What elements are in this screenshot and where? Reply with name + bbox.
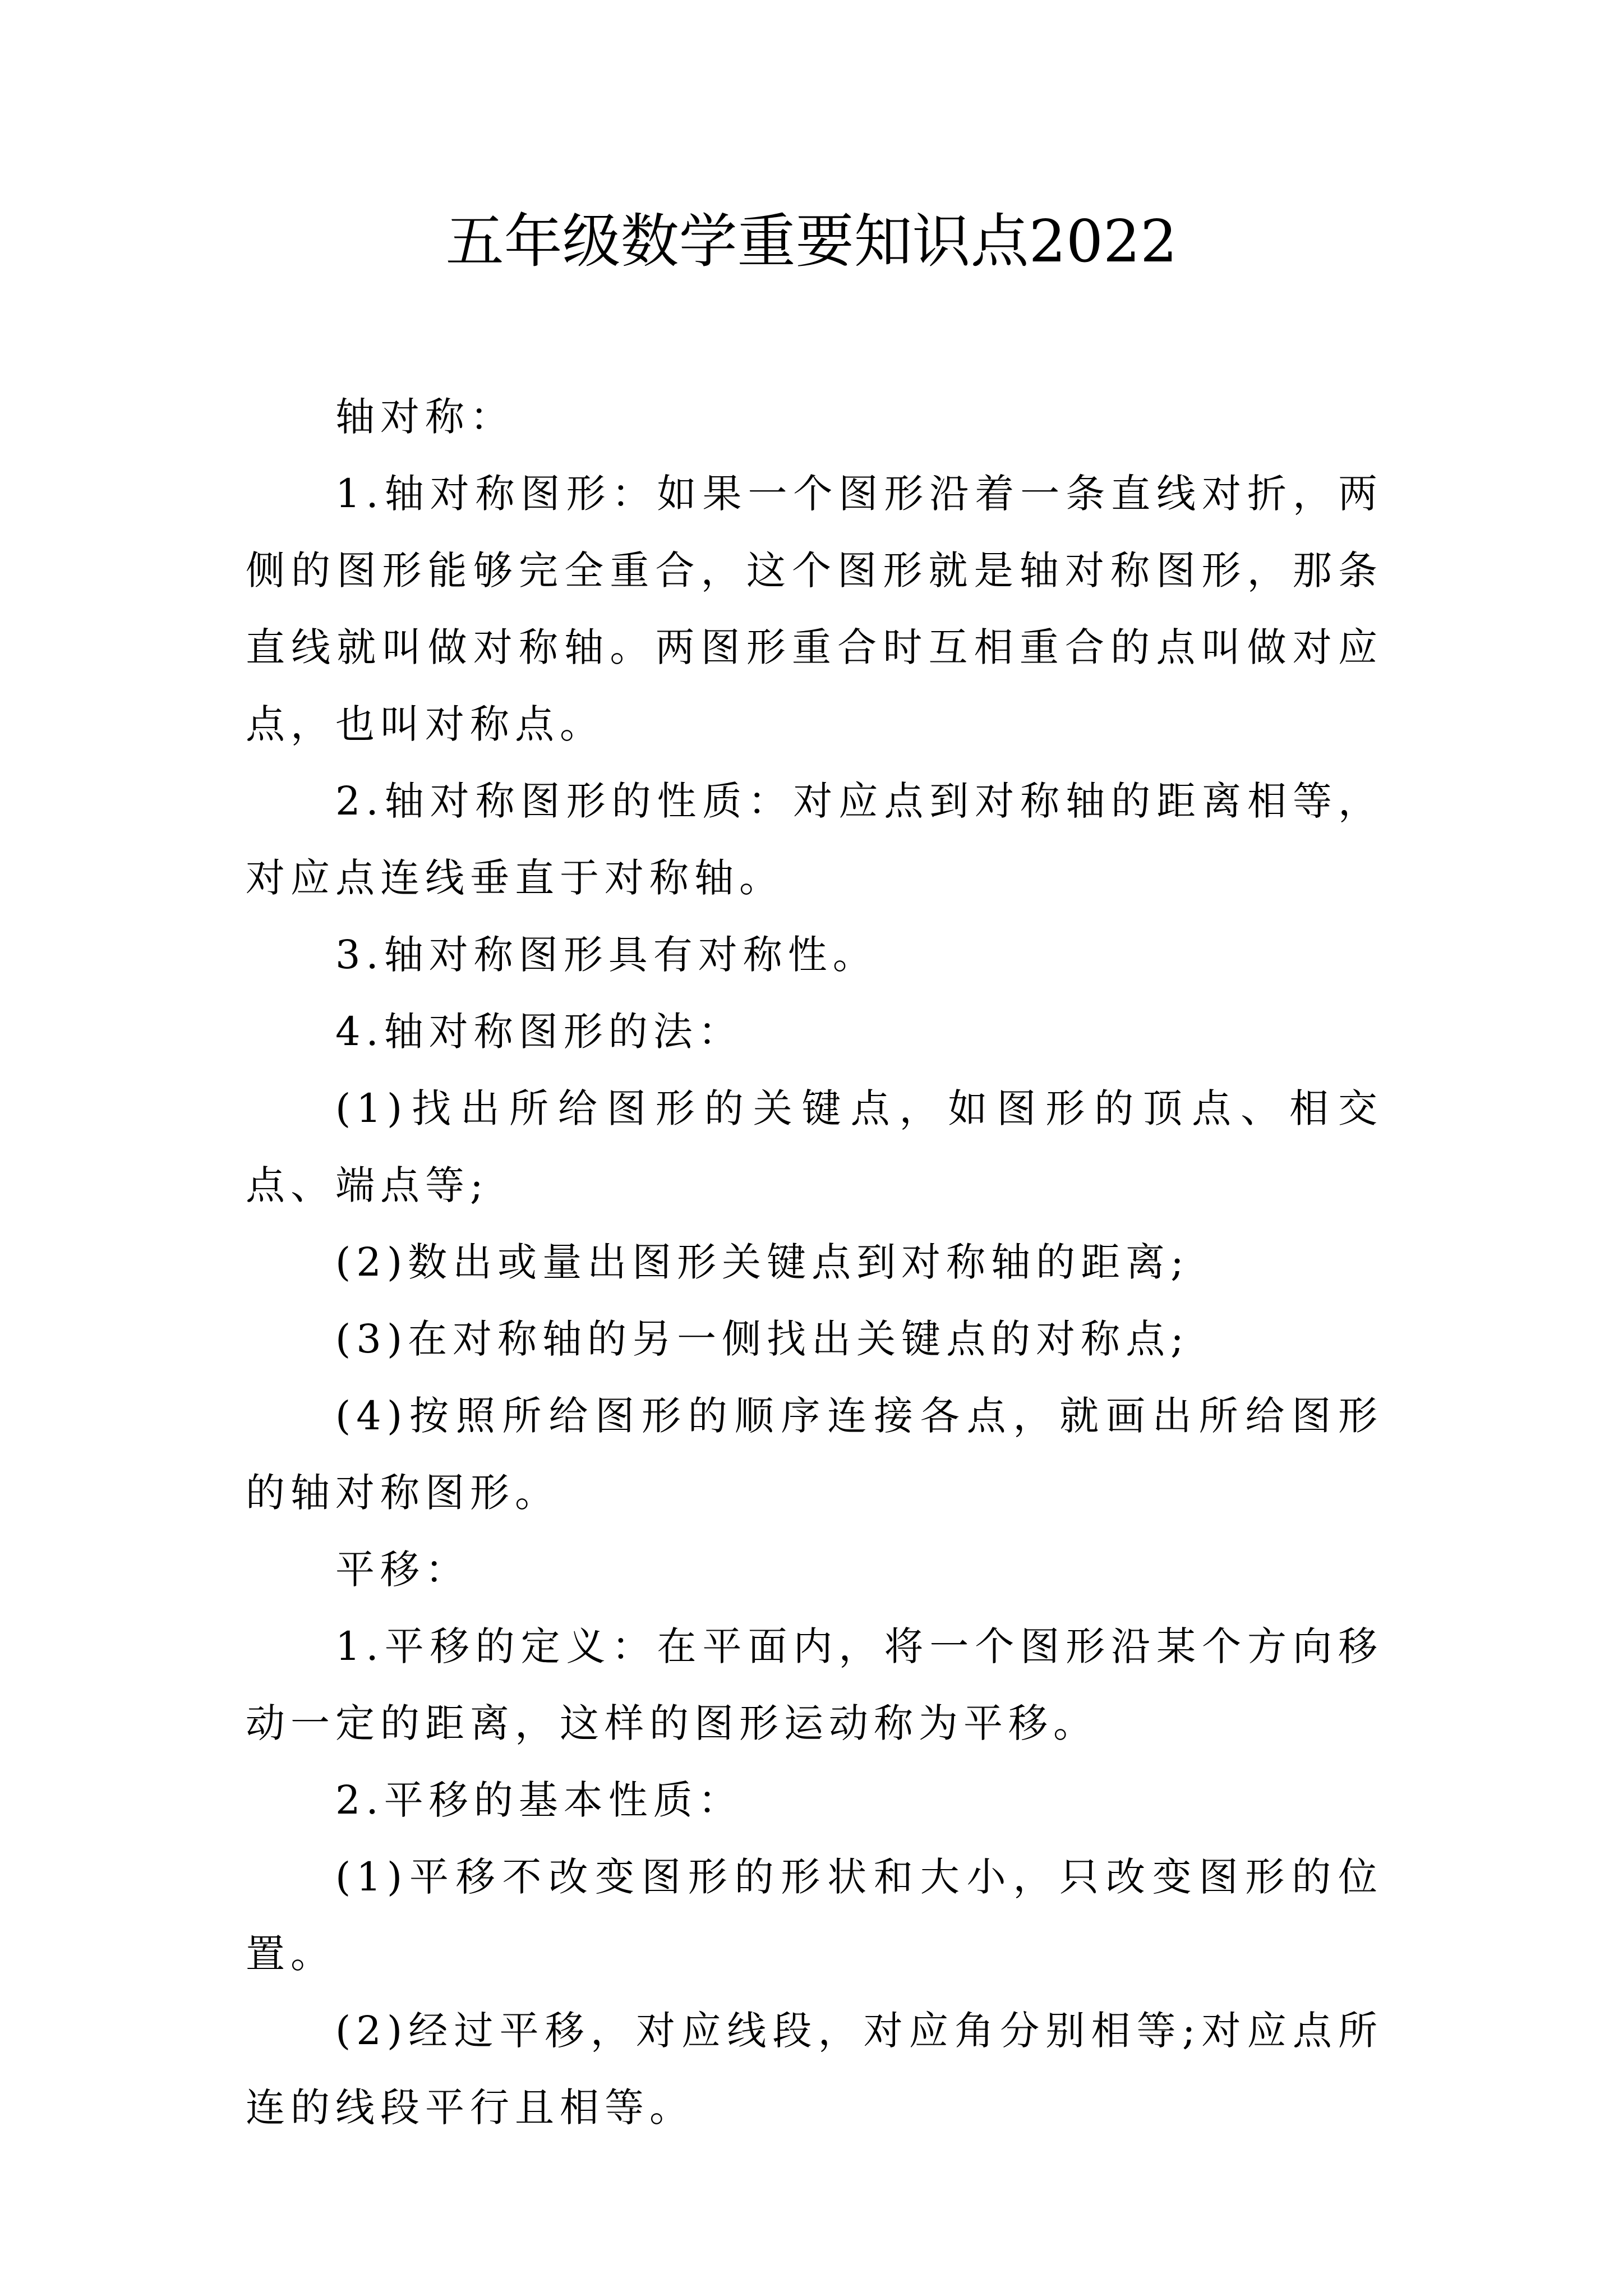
section-heading-axial-symmetry: 轴对称： (335, 394, 515, 440)
paragraph: 3.轴对称图形具有对称性。 (335, 932, 878, 978)
paragraph: 4.轴对称图形的法： (335, 1009, 743, 1055)
paragraph: (4)按照所给图形的顺序连接各点，就画出所给图形的轴对称图形。 (246, 1393, 1383, 1516)
paragraph: 2.平移的基本性质： (335, 1777, 743, 1823)
document-body (246, 379, 1383, 2146)
paragraph: (3)在对称轴的另一侧找出关键点的对称点; (335, 1316, 1189, 1362)
paragraph: (2)经过平移，对应线段，对应角分别相等;对应点所连的线段平行且相等。 (246, 2008, 1383, 2131)
paragraph: (1)平移不改变图形的形状和大小，只改变图形的位置。 (246, 1854, 1383, 1977)
paragraph: (1)找出所给图形的关键点，如图形的顶点、相交点、端点等; (246, 1085, 1383, 1208)
paragraph: 2.轴对称图形的性质：对应点到对称轴的距离相等，对应点连线垂直于对称轴。 (246, 778, 1383, 901)
paragraph: 1.轴对称图形：如果一个图形沿着一条直线对折，两侧的图形能够完全重合，这个图形就是轴对称图形，那条直线就叫做对称轴。两图形重合时互相重合的点叫做对应点，也叫对称点。 (246, 471, 1383, 747)
section-heading-translation: 平移： (335, 1547, 470, 1593)
paragraph: (2)数出或量出图形关键点到对称轴的距离; (335, 1239, 1189, 1285)
document-title: 五年级数学重要知识点2022 (445, 207, 1178, 275)
paragraph: 1.平移的定义：在平面内，将一个图形沿某个方向移动一定的距离，这样的图形运动称为平移。 (246, 1623, 1383, 1746)
